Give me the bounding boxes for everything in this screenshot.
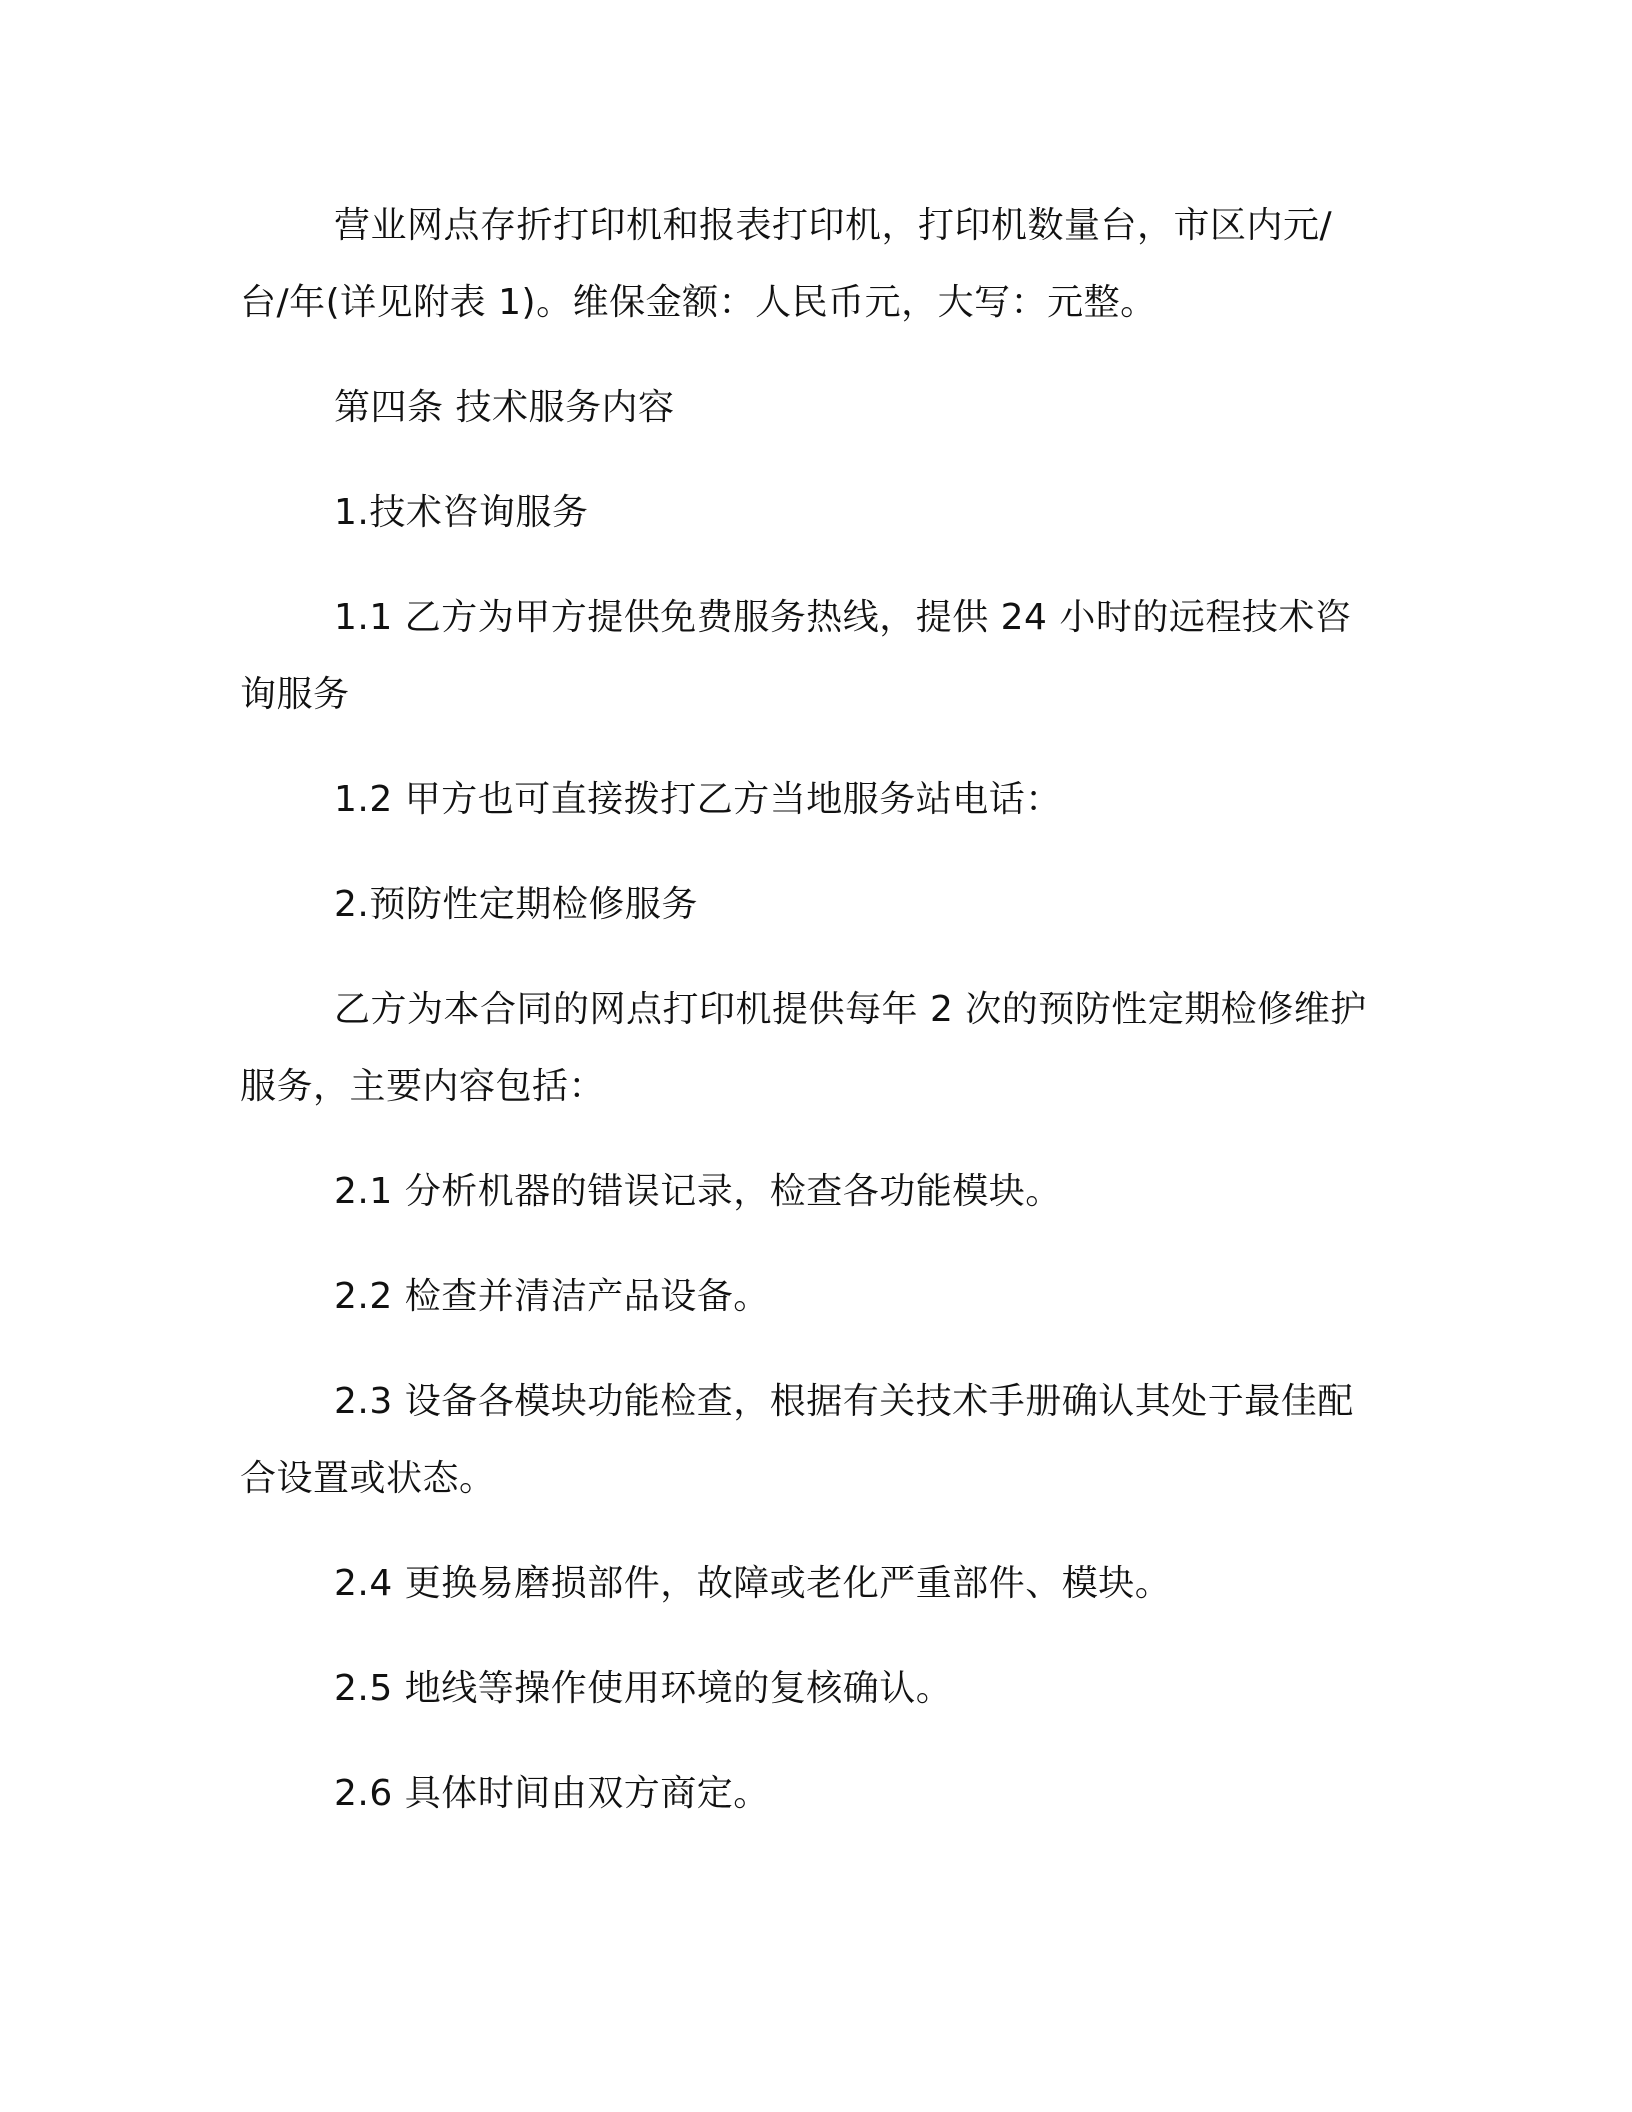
clause-2-3: 2.3 设备各模块功能检查，根据有关技术手册确认其处于最佳配合设置或状态。 — [240, 1381, 1354, 1499]
clause-2-5: 2.5 地线等操作使用环境的复核确认。 — [334, 1668, 953, 1709]
clause-1-2: 1.2 甲方也可直接拨打乙方当地服务站电话： — [334, 779, 1062, 820]
subheading-preventive-maintenance: 2.预防性定期检修服务 — [334, 884, 698, 925]
clause-1-1: 1.1 乙方为甲方提供免费服务热线，提供 24 小时的远程技术咨询服务 — [240, 597, 1352, 715]
paragraph-maintenance-intro: 乙方为本合同的网点打印机提供每年 2 次的预防性定期检修维护服务，主要内容包括： — [240, 989, 1367, 1107]
clause-2-6: 2.6 具体时间由双方商定。 — [334, 1773, 770, 1814]
clause-2-2: 2.2 检查并清洁产品设备。 — [334, 1276, 770, 1317]
document-body — [240, 187, 1378, 1832]
paragraph-maintenance-fee: 营业网点存折打印机和报表打印机，打印机数量台，市区内元/台/年(详见附表 1)。维保金额：人民币元，大写：元整。 — [240, 205, 1333, 323]
clause-2-1: 2.1 分析机器的错误记录，检查各功能模块。 — [334, 1171, 1062, 1212]
subheading-technical-consulting: 1.技术咨询服务 — [334, 492, 589, 533]
section-heading-article-4: 第四条 技术服务内容 — [334, 387, 675, 428]
clause-2-4: 2.4 更换易磨损部件，故障或老化严重部件、模块。 — [334, 1563, 1172, 1604]
